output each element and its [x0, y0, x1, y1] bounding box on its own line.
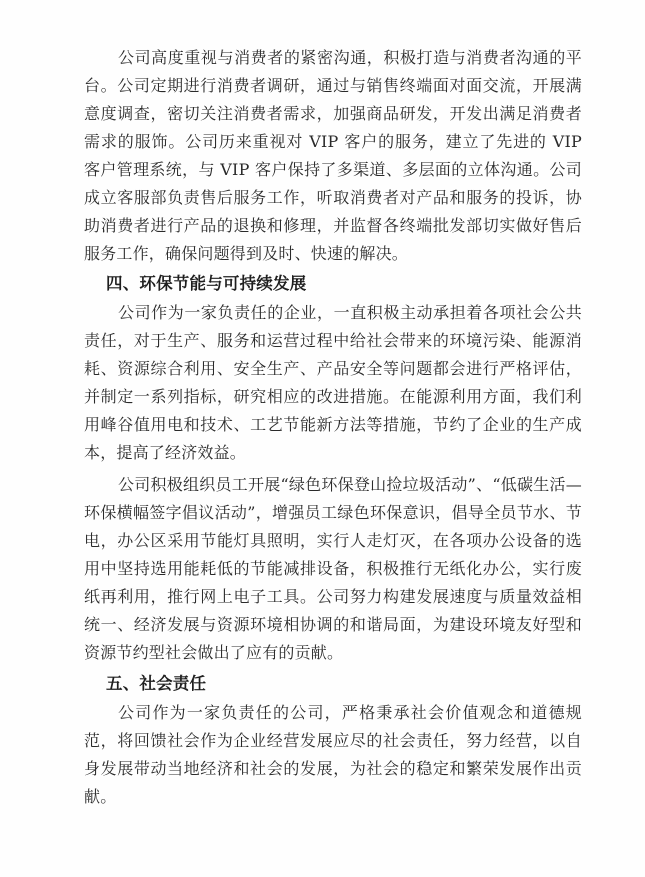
- paragraph-customer-communication: 公司高度重视与消费者的紧密沟通，积极打造与消费者沟通的平台。公司定期进行消费者调研，通过与销售终端面对面交流，开展满意度调查，密切关注消费者需求，加强商品研发，开发出满足消费者需求的服饰。公司历来重视对 VIP 客户的服务，建立了先进的 VIP 客户管理系统，与 VIP 客户保持了多渠道、多层面的立体沟通。公司成立客服部负责售后服务工作，听取消费者对产品和服务的投诉，协助消费者进行产品的退换和修理，并监督各终端批发部切实做好售后服务工作，确保问题得到及时、快速的解决。: [84, 48, 582, 263]
- section-heading-environment: 四、环保节能与可持续发展: [106, 274, 307, 293]
- paragraph-social-responsibility-environment: 公司作为一家负责任的企业，一直积极主动承担着各项社会公共责任，对于生产、服务和运营过程中给社会带来的环境污染、能源消耗、资源综合利用、安全生产、产品安全等问题都会进行严格评估，并制定一系列指标，研究相应的改进措施。在能源利用方面，我们利用峰谷值用电和技术、工艺节能新方法等措施，节约了企业的生产成本，提高了经济效益。: [84, 303, 582, 462]
- section-heading-social-responsibility: 五、社会责任: [106, 674, 207, 693]
- paragraph-green-activities: 公司积极组织员工开展“绿色环保登山捡垃圾活动”、“低碳生活—环保横幅签字倡议活动”，增强员工绿色环保意识，倡导全员节水、节电，办公区采用节能灯具照明，实行人走灯灭，在各项办公设备的选用中坚持选用能耗低的节能减排设备，积极推行无纸化办公，实行废纸再利用，推行网上电子工具。公司努力构建发展速度与质量效益相统一、经济发展与资源环境相协调的和谐局面，为建设环境友好型和资源节约型社会做出了应有的贡献。: [84, 475, 582, 662]
- paragraph-social-contribution: 公司作为一家负责任的公司，严格秉承社会价值观念和道德规范，将回馈社会作为企业经营发展应尽的社会责任，努力经营，以自身发展带动当地经济和社会的发展，为社会的稳定和繁荣发展作出贡献。: [84, 703, 582, 806]
- document-body: [84, 44, 582, 811]
